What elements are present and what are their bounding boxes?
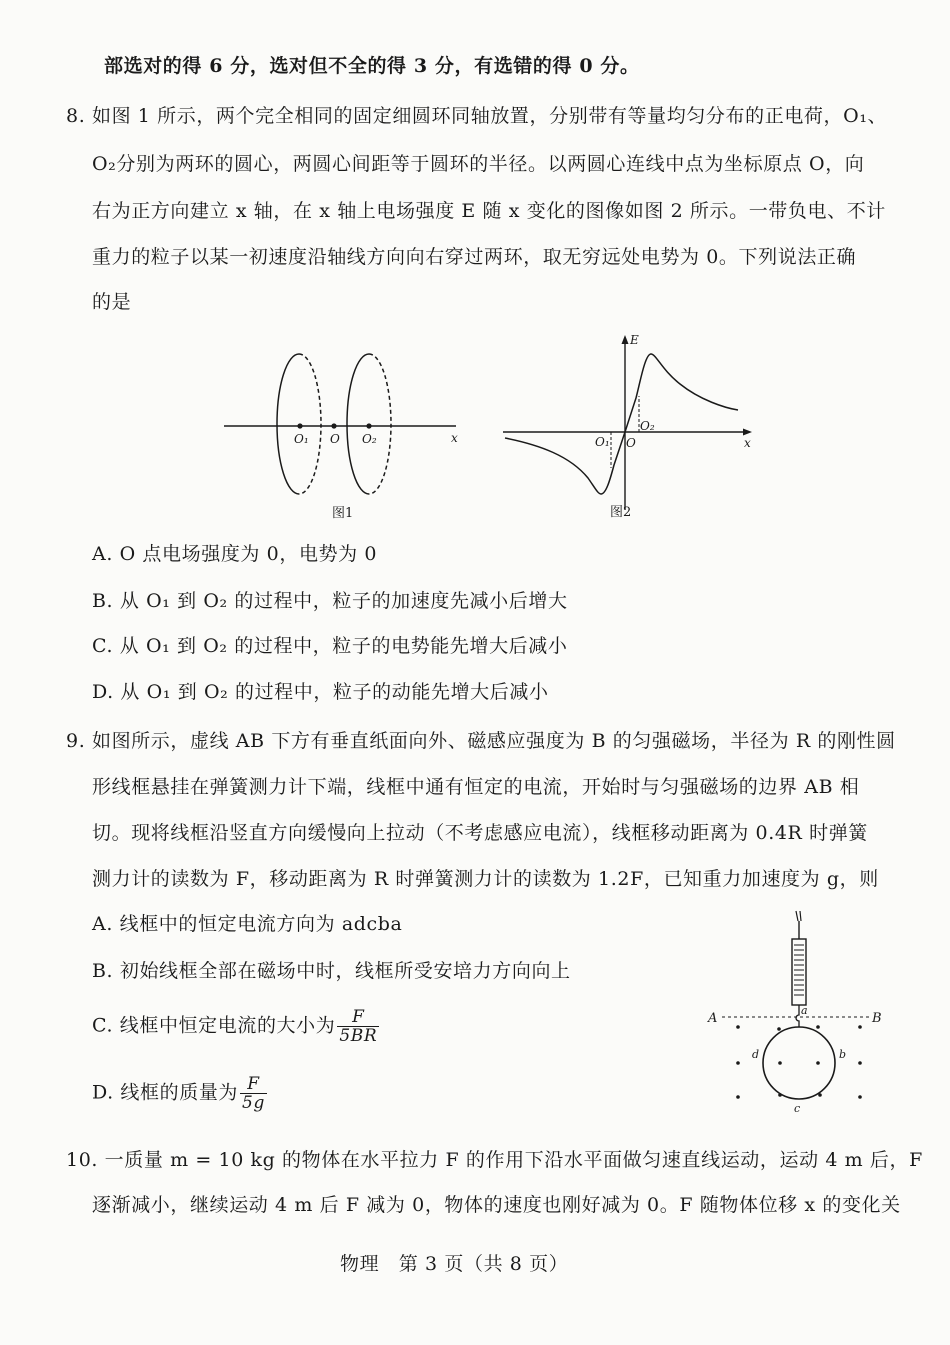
label-x: x (451, 431, 458, 445)
e-curve (505, 354, 738, 494)
label-o1: O₁ (595, 435, 610, 449)
q8-option-d: D. 从 O₁ 到 O₂ 的过程中，粒子的动能先增大后减小 (92, 681, 549, 703)
q9-option-a: A. 线框中的恒定电流方向为 adcba (92, 913, 403, 935)
figure-spring-loop (700, 905, 890, 1135)
q8-option-c: C. 从 O₁ 到 O₂ 的过程中，粒子的电势能先增大后减小 (92, 635, 568, 657)
q8-line: O₂分别为两环的圆心，两圆心间距等于圆环的半径。以两圆心连线中点为坐标原点 O，向 (92, 153, 865, 175)
point-o1 (297, 423, 302, 428)
q8-option-a: A. O 点电场强度为 0，电势为 0 (92, 543, 378, 565)
q8-option-b: B. 从 O₁ 到 O₂ 的过程中，粒子的加速度先减小后增大 (92, 590, 568, 612)
label-o: O (626, 436, 636, 450)
current-fraction (337, 1008, 379, 1045)
ring-left-back (299, 354, 321, 494)
option-c-text: C. 线框中恒定电流的大小为 (92, 1014, 336, 1037)
q8-line: 的是 (92, 291, 132, 313)
q10-line: 逐渐减小，继续运动 4 m 后 F 减为 0，物体的速度也刚好减为 0。F 随物体位移 x 的变化关 (92, 1194, 901, 1216)
fraction-denominator: 5g (242, 1093, 265, 1113)
q9-option-d (92, 1075, 267, 1112)
q8-line: 右为正方向建立 x 轴，在 x 轴上电场强度 E 随 x 变化的图像如图 2 所示。一带负电、不计 (92, 200, 886, 222)
label-b: b (839, 1048, 847, 1061)
wire-loop (763, 1027, 835, 1099)
label-o1: O₁ (294, 432, 309, 446)
q9-line: 切。现将线框沿竖直方向缓慢向上拉动（不考虑感应电流），线框移动距离为 0.4R 时弹簧 (92, 822, 868, 844)
point-o (331, 423, 336, 428)
figure-1-rings (220, 345, 470, 525)
q9-option-b: B. 初始线框全部在磁场中时，线框所受安培力方向向上 (92, 960, 571, 982)
fraction-numerator: F (240, 1075, 267, 1094)
q9-line: 9. 如图所示，虚线 AB 下方有垂直纸面向外、磁感应强度为 B 的匀强磁场，半径为 R 的刚性圆 (66, 730, 896, 752)
q10-line: 10. 一质量 m = 10 kg 的物体在水平拉力 F 的作用下沿水平面做匀速直线运动，运动 4 m 后，F (66, 1149, 923, 1171)
label-a-left: A (708, 1011, 718, 1026)
hook-top (796, 911, 801, 921)
ring-right-front (347, 354, 369, 494)
figure-2-caption: 图2 (610, 505, 632, 520)
ring-right-back (369, 354, 391, 494)
x-axis-arrow (743, 429, 752, 436)
option-d-text: D. 线框的质量为 (92, 1081, 239, 1104)
e-axis-arrow (622, 335, 629, 344)
ring-left-front (277, 354, 299, 494)
page-footer: 物理 第 3 页（共 8 页） (340, 1253, 569, 1275)
q9-option-c (92, 1008, 379, 1045)
figure-1-caption: 图1 (332, 506, 354, 521)
mass-fraction (240, 1075, 267, 1112)
label-b-right: B (872, 1011, 882, 1026)
label-d: d (752, 1048, 760, 1061)
magnetic-field-dots (736, 1025, 862, 1099)
fraction-numerator: F (337, 1008, 379, 1027)
scoring-rule-line: 部选对的得 6 分，选对但不全的得 3 分，有选错的得 0 分。 (104, 55, 640, 77)
label-c: c (794, 1102, 801, 1115)
q9-line: 测力计的读数为 F，移动距离为 R 时弹簧测力计的读数为 1.2F，已知重力加速度为 g，则 (92, 868, 879, 890)
q8-line: 8. 如图 1 所示，两个完全相同的固定细圆环同轴放置，分别带有等量均匀分布的正电荷，O₁、 (66, 105, 888, 127)
q9-line: 形线框悬挂在弹簧测力计下端，线框中通有恒定的电流，开始时与匀强磁场的边界 AB 相 (92, 776, 860, 798)
figure-2-e-x-graph (500, 330, 762, 526)
point-o2 (366, 423, 371, 428)
fraction-denominator: 5BR (339, 1026, 378, 1046)
label-o2: O₂ (640, 419, 655, 433)
label-x: x (744, 436, 751, 450)
label-o: O (330, 432, 340, 446)
label-a: a (801, 1004, 808, 1017)
hook-bottom (796, 1005, 799, 1027)
label-o2: O₂ (362, 432, 377, 446)
label-e: E (630, 333, 639, 347)
q8-line: 重力的粒子以某一初速度沿轴线方向向右穿过两环，取无穷远处电势为 0。下列说法正确 (92, 246, 857, 268)
